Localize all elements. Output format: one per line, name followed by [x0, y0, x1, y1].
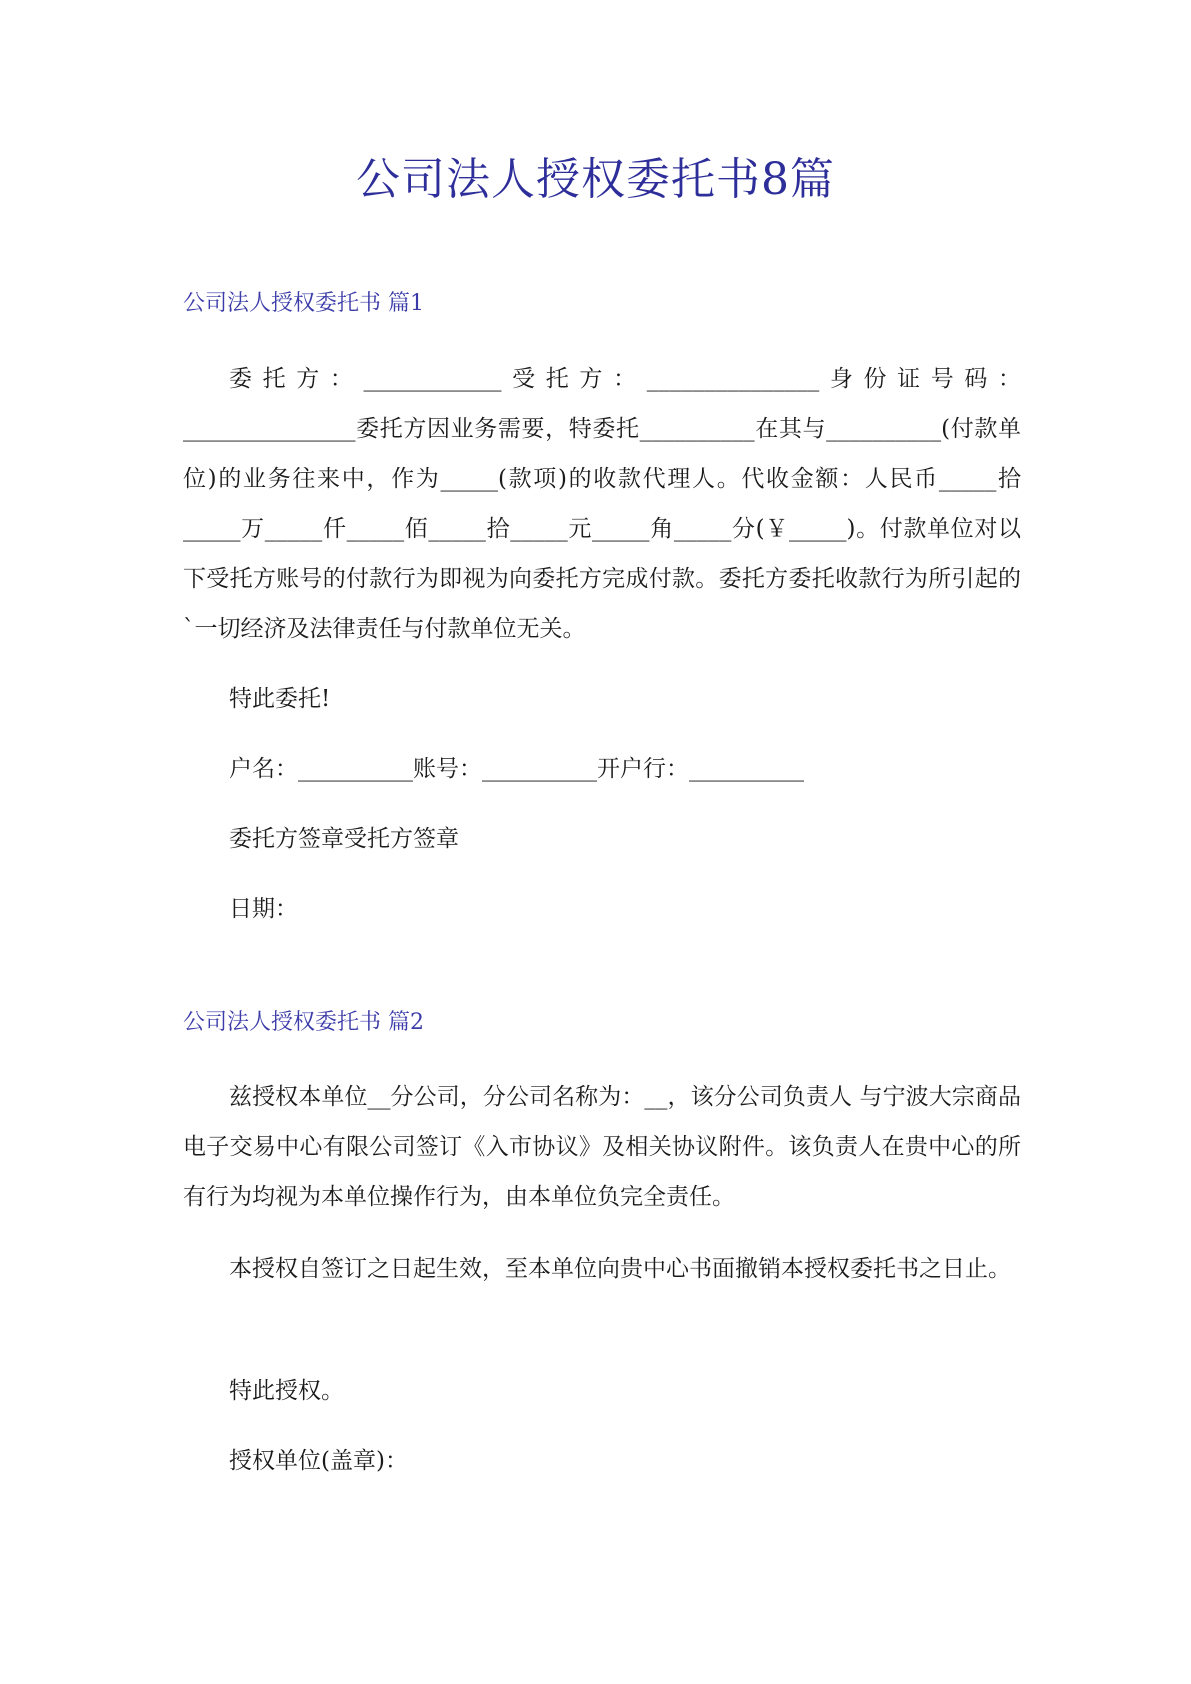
section-1-paragraph-main: 委托方：____________受托方：_______________身份证号码：_______________委托方因业务需要，特委托__________在其与__________(付款单位)的业务往来中，作为_____(款项)的收款代理人。代收金额：人民币_____拾_____万_____仟_____佰_____拾_____元_____角_____分(￥_____)。付款单位对以下受托方账号的付款行为即视为向委托方完成付款。委托方委托收款行为所引起的`一切经济及法律责任与付款单位无关。 — [183, 366, 1021, 642]
section-1-paragraph-account: 户名：__________账号：__________开户行：__________ — [229, 756, 804, 782]
section-2-paragraph-authorize: 特此授权。 — [229, 1378, 344, 1404]
section-2-paragraph-seal: 授权单位(盖章)： — [229, 1448, 408, 1474]
section-2-heading: 公司法人授权委托书 篇2 — [183, 1010, 424, 1035]
section-2-paragraph-main: 兹授权本单位__分公司，分公司名称为：__，该分公司负责人 与宁波大宗商品电子交易中心有限公司签订《入市协议》及相关协议附件。该负责人在贵中心的所有行为均视为本单位操作行为，由本单位负完全责任。 — [183, 1084, 1021, 1210]
section-1-paragraph-entrust: 特此委托! — [229, 686, 331, 712]
section-1-heading: 公司法人授权委托书 篇1 — [183, 291, 424, 316]
section-1-paragraph-signatures: 委托方签章受托方签章 — [229, 826, 459, 852]
section-2-paragraph-validity: 本授权自签订之日起生效，至本单位向贵中心书面撤销本授权委托书之日止。 — [229, 1256, 1011, 1282]
section-1-paragraph-date: 日期： — [229, 896, 298, 922]
document-title: 公司法人授权委托书8篇 — [356, 154, 835, 205]
